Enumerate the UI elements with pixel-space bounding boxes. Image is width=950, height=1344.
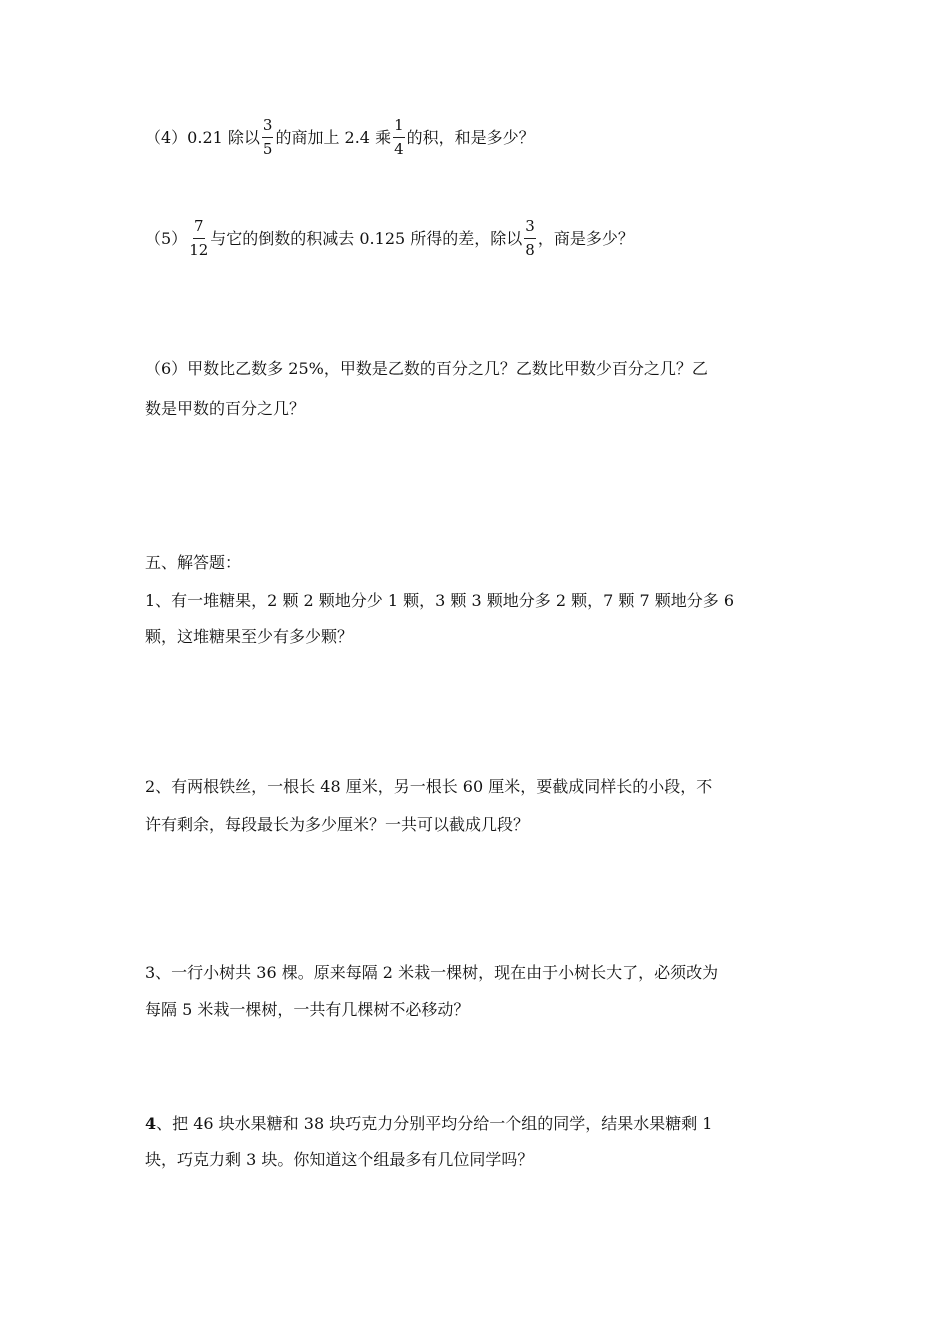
problem-3-line-1: 3、一行小树共 36 棵。原来每隔 2 米栽一棵树，现在由于小树长大了，必须改为 [145, 963, 719, 982]
question-6-line-2: 数是甲数的百分之几？ [145, 399, 306, 418]
q4-frac1-denominator: 5 [262, 140, 273, 158]
q5-frac2-denominator: 8 [525, 241, 535, 259]
q4-middle: 的商加上 2.4 乘 [275, 127, 392, 147]
q5-frac1-denominator: 12 [189, 241, 209, 259]
q4-suffix: 的积，和是多少？ [406, 127, 535, 147]
q4-prefix: （4）0.21 除以 [145, 127, 260, 147]
q4-fraction-1 [262, 118, 274, 157]
question-4 [145, 118, 535, 157]
problem-4-line-1 [145, 1115, 712, 1132]
q5-fraction-2 [524, 219, 536, 258]
problem-1-line-1: 1、有一堆糖果，2 颗 2 颗地分少 1 颗，3 颗 3 颗地分多 2 颗，7 颗 7 颗地分多 6 [145, 591, 735, 610]
q4-fraction-2 [393, 118, 405, 157]
problem-2-line-2: 许有剩余，每段最长为多少厘米？一共可以截成几段？ [145, 815, 530, 834]
problem-4-line-2: 块，巧克力剩 3 块。你知道这个组最多有几位同学吗？ [145, 1150, 534, 1169]
problem-4-text-1: 、把 46 块水果糖和 38 块巧克力分别平均分给一个组的同学，结果水果糖剩 1 [156, 1113, 713, 1133]
problem-4-number: 4 [145, 1113, 157, 1133]
problem-3-line-2: 每隔 5 米栽一棵树，一共有几棵树不必移动？ [145, 1000, 470, 1019]
q5-frac1-numerator: 7 [193, 219, 205, 239]
q5-suffix: ，商是多少？ [537, 228, 634, 248]
q4-frac2-denominator: 4 [394, 140, 404, 158]
question-5 [145, 219, 634, 258]
q4-frac2-numerator: 1 [393, 118, 405, 138]
q5-middle: 与它的倒数的积减去 0.125 所得的差，除以 [210, 228, 523, 248]
q5-frac2-numerator: 3 [524, 219, 536, 239]
q4-frac1-numerator: 3 [262, 118, 274, 138]
q5-fraction-1 [189, 219, 208, 258]
section-5-title: 五、解答题： [145, 553, 242, 572]
problem-1-line-2: 颗，这堆糖果至少有多少颗？ [145, 627, 354, 646]
q5-prefix: （5） [145, 228, 188, 248]
problem-2-line-1: 2、有两根铁丝，一根长 48 厘米，另一根长 60 厘米，要截成同样长的小段，不 [145, 777, 713, 796]
question-6-line-1: （6）甲数比乙数多 25%，甲数是乙数的百分之几？乙数比甲数少百分之几？乙 [145, 359, 708, 378]
